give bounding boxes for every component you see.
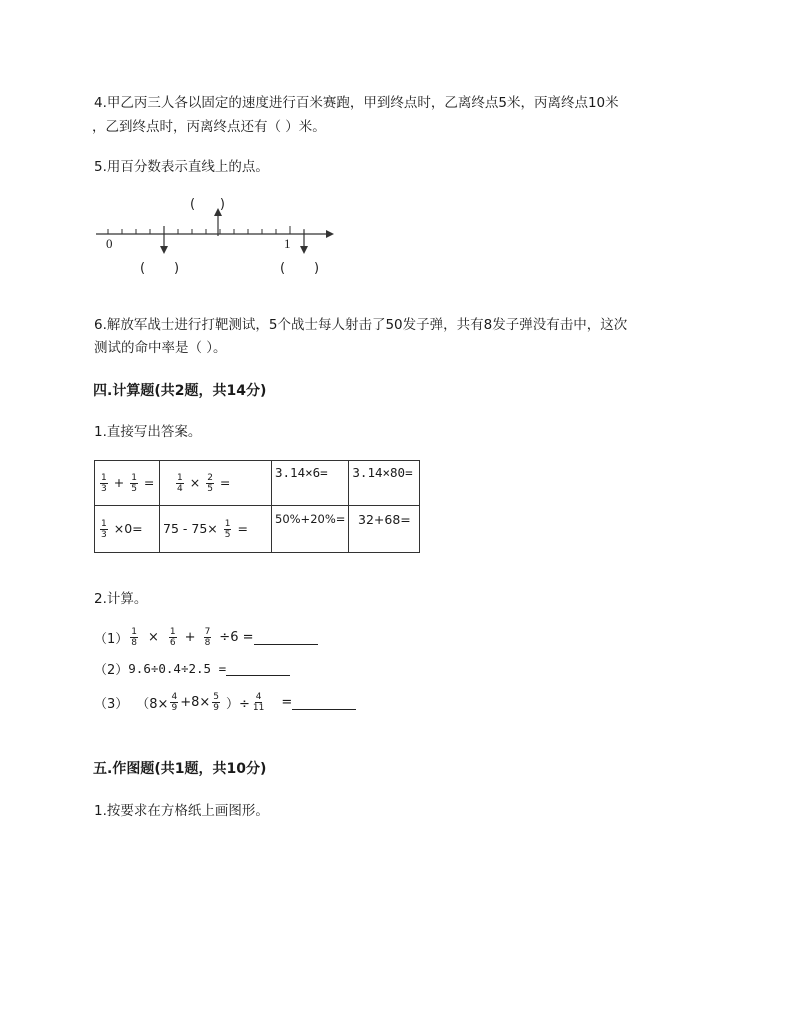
direct-answer-table <box>94 460 420 553</box>
fraction: $\frac{1}{3}$ <box>101 472 107 494</box>
fraction: $\frac{4}{11}$ <box>252 691 265 713</box>
calc-line-1: （1） $\frac{1}{8}$ × $\frac{1}{6}$ + $\frac{7}{8}$ ÷6 = <box>94 624 318 650</box>
fraction: $\frac{5}{9}$ <box>213 691 219 713</box>
calc-line-3: （3） （8× $\frac{4}{9}$ +8× $\frac{5}{9}$ ）÷ $\frac{4}{11}$ = <box>94 688 356 716</box>
question-4-line-2: ，乙到终点时，丙离终点还有（ ）米。 <box>92 119 326 135</box>
answer-blank-2[interactable] <box>226 661 290 676</box>
blank-bottom-right: ( ) <box>280 261 320 276</box>
fraction: $\frac{1}{3}$ <box>101 518 107 540</box>
fraction: $\frac{1}{6}$ <box>169 626 176 648</box>
number-line-figure <box>94 190 344 278</box>
table-row <box>95 506 420 553</box>
table-cell-r2c2: 75 - 75× $\frac{1}{5}$ = <box>160 506 272 553</box>
fraction: $\frac{2}{5}$ <box>207 472 213 494</box>
question-5-text: 5.用百分数表示直线上的点。 <box>94 159 269 175</box>
calc-line-2: （2） 9.6÷0.4÷2.5 = <box>94 656 290 680</box>
table-cell-r1c1: $\frac{1}{3}$ + $\frac{1}{5}$ = <box>95 461 160 506</box>
section-5-heading: 五.作图题(共1题，共10分) <box>93 761 267 777</box>
section-4-question-2-text: 2.计算。 <box>94 591 148 607</box>
table-row <box>95 461 420 506</box>
answer-blank-3[interactable] <box>292 695 356 710</box>
question-6-line-2: 测试的命中率是（ ）。 <box>94 340 227 356</box>
tick-marks <box>108 226 304 234</box>
section-4-heading: 四.计算题(共2题，共14分) <box>93 383 267 399</box>
table-cell-r2c3: 50%+20%= <box>272 506 349 553</box>
blank-bottom-left: ( ) <box>140 261 180 276</box>
table-cell-r1c4: 3.14×80= <box>349 461 420 506</box>
question-6-line-1: 6.解放军战士进行打靶测试，5个战士每人射击了50发子弹，共有8发子弹没有击中，这次 <box>94 317 628 333</box>
answer-blank-1[interactable] <box>254 630 318 645</box>
section-4-question-1-text: 1.直接写出答案。 <box>94 424 202 440</box>
fraction: $\frac{1}{5}$ <box>131 472 137 494</box>
fraction: $\frac{1}{5}$ <box>224 518 231 540</box>
number-line <box>94 190 344 278</box>
blank-top: ( ) <box>190 197 225 212</box>
section-5-question-1-text: 1.按要求在方格纸上画图形。 <box>94 803 269 819</box>
axis-arrowhead <box>326 230 334 238</box>
down-arrowhead-left <box>160 246 168 254</box>
zero-label: 0 <box>106 236 113 251</box>
table-cell-r1c2: $\frac{1}{4}$ × $\frac{2}{5}$ = <box>160 461 272 506</box>
one-label: 1 <box>284 236 291 251</box>
fraction: $\frac{1}{4}$ <box>177 472 183 494</box>
question-4-line-1: 4.甲乙丙三人各以固定的速度进行百米赛跑，甲到终点时，乙离终点5米，丙离终点10米 <box>94 95 619 111</box>
down-arrowhead-right <box>300 246 308 254</box>
table-cell-r1c3: 3.14×6= <box>272 461 349 506</box>
fraction: $\frac{1}{8}$ <box>131 626 138 648</box>
table-cell-r2c4: 32+68= <box>349 506 420 553</box>
fraction: $\frac{4}{9}$ <box>171 691 178 713</box>
fraction: $\frac{7}{8}$ <box>204 626 211 648</box>
table-cell-r2c1: $\frac{1}{3}$ ×0= <box>95 506 160 553</box>
